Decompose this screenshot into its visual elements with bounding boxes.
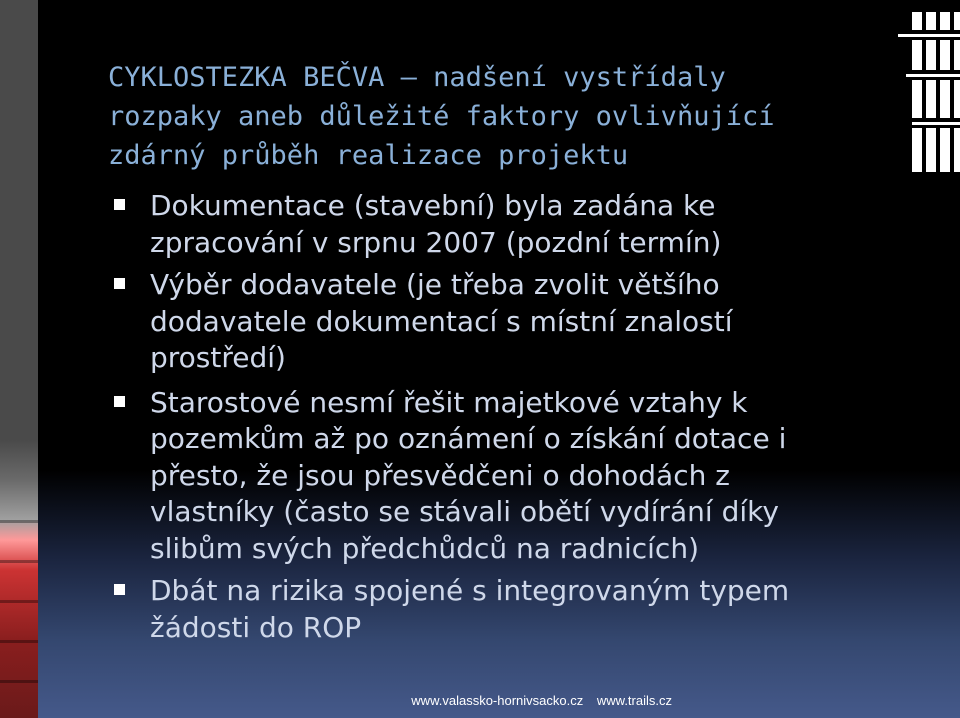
- bullet-item: [112, 385, 852, 568]
- bullet-line: pozemkům až po oznámení o získání dotace i: [150, 422, 787, 455]
- slide-title-line: CYKLOSTEZKA BEČVA – nadšení vystřídaly: [108, 62, 726, 93]
- bullet-line: žádosti do ROP: [150, 610, 362, 644]
- footer-link-trails[interactable]: www.trails.cz: [596, 693, 672, 708]
- square-bullet-icon: [114, 199, 125, 210]
- bullet-line: vlastníky (často se stávali obětí vydírání díky: [150, 495, 779, 528]
- square-bullet-icon: [114, 278, 125, 289]
- bullet-item: [112, 188, 852, 261]
- bullet-line: Starostové nesmí řešit majetkové vztahy k: [150, 385, 748, 419]
- footer-link-valassko[interactable]: www.valassko-hornivsacko.cz: [411, 693, 584, 708]
- left-decorative-strip: [0, 0, 38, 718]
- bullet-list: [112, 188, 852, 654]
- bullet-item: [112, 573, 852, 646]
- bullet-line: prostředí): [150, 341, 286, 374]
- bullet-line: Výběr dodavatele (je třeba zvolit většího: [150, 268, 720, 301]
- bullet-line: slibům svých předchůdců na radnicích): [150, 531, 699, 565]
- footer: [411, 693, 672, 708]
- square-bullet-icon: [114, 584, 125, 595]
- slide-title: [108, 58, 868, 175]
- bullet-line: dodavatele dokumentací s místní znalostí: [150, 304, 733, 338]
- bullet-item: [112, 267, 852, 377]
- slide-title-line: rozpaky aneb důležité faktory ovlivňující: [108, 101, 775, 132]
- window-grid-logo-icon: [898, 12, 960, 172]
- square-bullet-icon: [114, 396, 125, 407]
- bullet-line: zpracování v srpnu 2007 (pozdní termín): [150, 225, 722, 259]
- bullet-line: Dokumentace (stavební) byla zadána ke: [150, 189, 716, 222]
- slide-title-line: zdárný průběh realizace projektu: [108, 140, 629, 171]
- bullet-line: Dbát na rizika spojené s integrovaným typem: [150, 574, 790, 607]
- bullet-line: přesto, že jsou přesvědčeni o dohodách z: [150, 458, 730, 492]
